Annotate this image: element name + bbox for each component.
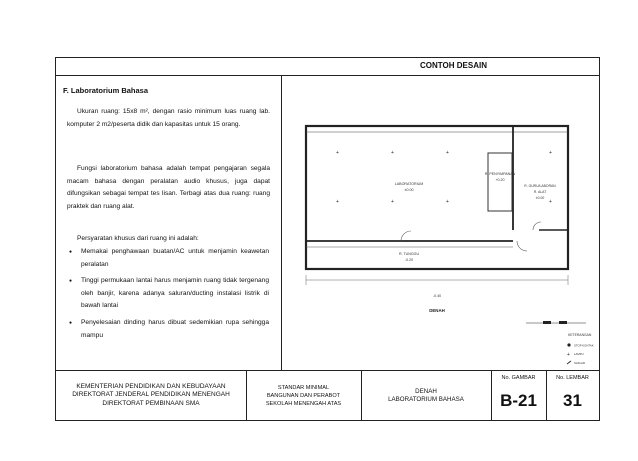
drawing-number: B-21 [500,390,537,410]
description-panel [56,75,282,370]
sheet-header-title: CONTOH DESAIN [420,61,487,70]
ministry-line: DIREKTORAT PEMBINAAN SMA [102,399,200,407]
title-block [56,370,599,420]
socket-icon [567,343,570,346]
svg-text:+: + [336,150,339,156]
drawing-number-cell [491,371,547,420]
svg-text:+: + [336,199,339,205]
room-prep-label-1: R. GURU/LABORAN [524,184,556,188]
drawing-title-cell [361,371,492,420]
standard-line: BANGUNAN DAN PERABOT [266,392,341,399]
drawing-title-line: DENAH [415,387,437,395]
svg-text:+: + [446,150,449,156]
room-main-label: LABORATORIUM [394,182,424,186]
legend-item: STOP KONTAK [574,343,594,348]
floor-plan-drawing [281,75,599,370]
room-prep-level: ±0.00 [535,196,545,200]
switch-icon [567,361,571,364]
section-title: F. Laboratorium Bahasa [63,86,149,95]
lamp-icon: + [567,352,570,358]
ministry-line: DIREKTORAT JENDERAL PENDIDIKAN MENENGAH [72,391,230,399]
outside-level: -0.40 [432,294,442,298]
requirements-list [69,246,269,346]
sheet-number: 31 [563,390,582,410]
sheet-number-cell [546,371,599,420]
svg-text:+: + [549,199,552,205]
list-item: ● Memakai penghawaan buatan/AC untuk menjamin keawetan peralatan [69,246,269,271]
floor-plan-panel [281,75,599,370]
corridor-label: R. TUNGGU [398,252,420,256]
room-prep-label-2: R. ALAT [533,190,547,194]
paragraph-requirements-intro: Persyaratan khusus dari ruang ini adalah: [77,235,199,242]
room-store-label: R. PENYIMPANAN [484,172,516,176]
sheet-number-label: No. LEMBAR [556,375,589,381]
plan-caption: DENAH [429,308,445,313]
paragraph-size: Ukuran ruang: 15x8 m², dengan rasio minimum luas ruang lab. komputer 2 m2/peserta didik dan kapasitas untuk 15 orang. [67,108,270,128]
drawing-sheet [55,57,600,421]
drawing-title-line: LABORATORIUM BAHASA [388,395,464,403]
svg-text:+: + [391,199,394,205]
svg-text:+: + [549,150,552,156]
list-item: ● Penyelesaian dinding harus dibuat sedemikian rupa sehingga mampu [69,317,269,342]
room-store-level: +0.20 [495,178,505,182]
room-main-level: ±0.00 [404,188,414,192]
lamp-symbols [336,150,552,205]
svg-text:+: + [446,199,449,205]
legend-title: KETERANGAN [568,333,592,337]
standard-line: SEKOLAH MENENGAH ATAS [265,400,342,407]
standard-line: STANDAR MINIMAL [277,384,330,391]
ministry-cell [56,371,247,420]
legend-item: LAMPU [574,352,584,356]
corridor-level: -0.20 [404,258,414,262]
list-item: ● Tinggi permukaan lantai harus menjamin ruang tidak tergenang oleh banjir, karena adanya saluran/ducting instalasi listrik di bawah lantai [69,275,269,313]
paragraph-function: Fungsi laboratorium bahasa adalah tempat pengajaran segala macam bahasa dengan peralatan audio khusus, juga dapat difungsikan sebagai tempat tes lisan. Terbagi atas dua ruang: ruang praktek dan ruang alat. [67,165,270,210]
ministry-line: KEMENTERIAN PENDIDIKAN DAN KEBUDAYAAN [76,382,226,390]
svg-text:+: + [391,150,394,156]
drawing-number-label: No. GAMBAR [501,375,536,381]
legend-item: SAKLAR [574,361,586,365]
scale-bar [526,321,586,324]
sheet-header [56,58,599,76]
standard-cell [246,371,362,420]
